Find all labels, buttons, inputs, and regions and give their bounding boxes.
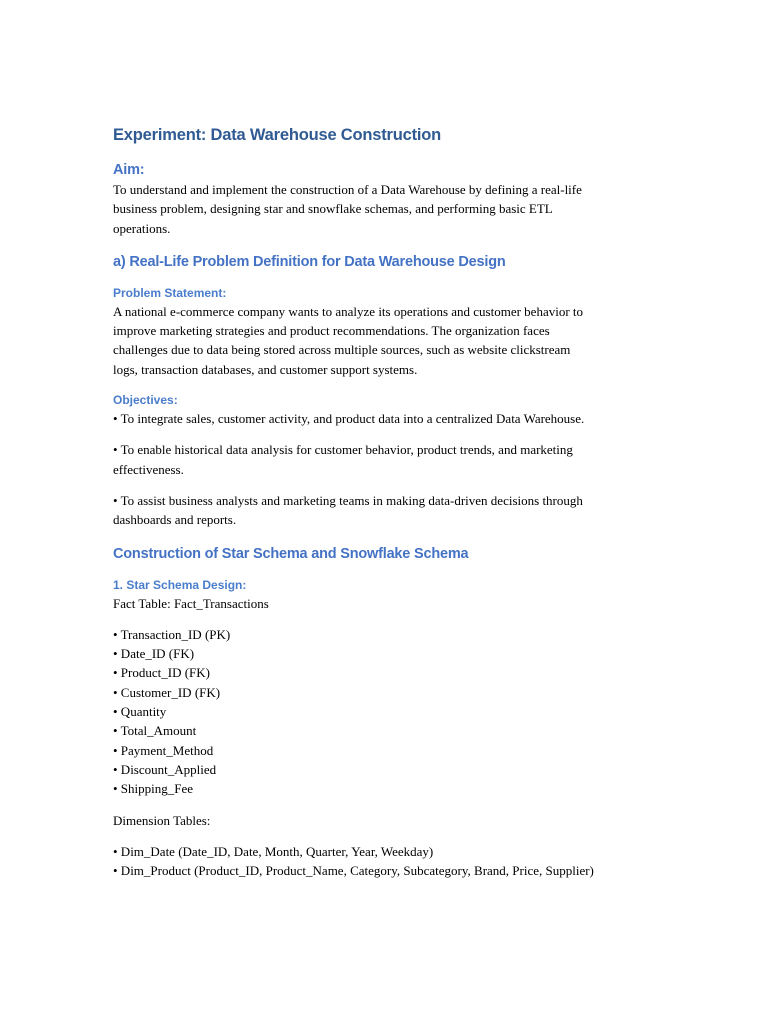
problem-line: challenges due to data being stored across multiple sources, such as website clickstream (113, 342, 571, 358)
problem-statement-heading: Problem Statement: (113, 285, 227, 300)
objective-item (113, 491, 673, 530)
list-item: • Quantity (113, 704, 167, 720)
objective-line: • To integrate sales, customer activity, and product data into a centralized Data Warehouse. (113, 411, 585, 427)
list-item: • Dim_Date (Date_ID, Date, Month, Quarter, Year, Weekday) (113, 843, 434, 859)
objective-item (113, 409, 673, 428)
problem-line: logs, transaction databases, and customer support systems. (113, 361, 418, 377)
aim-line: operations. (113, 220, 171, 236)
objective-line: • To assist business analysts and marketing teams in making data-driven decisions through (113, 492, 583, 508)
aim-line: To understand and implement the construction of a Data Warehouse by defining a real-life (113, 182, 582, 197)
fact-table-line: Fact Table: Fact_Transactions (113, 595, 269, 611)
list-item: • Customer_ID (FK) (113, 684, 221, 700)
fact-fields-list (113, 625, 673, 799)
aim-heading: Aim: (113, 162, 145, 178)
list-item: • Payment_Method (113, 742, 214, 758)
dimension-tables-label: Dimension Tables: (113, 812, 211, 828)
objective-line: effectiveness. (113, 461, 184, 477)
document-title: Experiment: Data Warehouse Construction (113, 126, 442, 144)
list-item: • Shipping_Fee (113, 781, 194, 797)
list-item: • Total_Amount (113, 723, 197, 739)
list-item: • Product_ID (FK) (113, 665, 210, 681)
problem-line: A national e-commerce company wants to analyze its operations and customer behavior to (113, 303, 584, 319)
list-item: • Discount_Applied (113, 761, 217, 777)
objective-item (113, 440, 673, 479)
aim-paragraph (113, 180, 673, 238)
section-a-heading: a) Real-Life Problem Definition for Data Warehouse Design (113, 253, 506, 270)
objective-line: • To enable historical data analysis for customer behavior, product trends, and marketing (113, 442, 573, 458)
star-schema-heading: 1. Star Schema Design: (113, 577, 247, 592)
list-item: • Dim_Product (Product_ID, Product_Name, Category, Subcategory, Brand, Price, Supplier) (113, 863, 594, 879)
problem-line: improve marketing strategies and product recommendations. The organization faces (113, 323, 550, 339)
section-b-heading: Construction of Star Schema and Snowflake Schema (113, 545, 469, 562)
list-item: • Transaction_ID (PK) (113, 626, 231, 642)
list-item: • Date_ID (FK) (113, 646, 195, 662)
aim-line: business problem, designing star and snowflake schemas, and performing basic ETL (113, 201, 553, 217)
objectives-heading: Objectives: (113, 393, 178, 408)
document-page (113, 124, 673, 880)
dimension-tables-list (113, 842, 673, 881)
objective-line: dashboards and reports. (113, 512, 237, 528)
problem-statement-paragraph (113, 302, 673, 379)
